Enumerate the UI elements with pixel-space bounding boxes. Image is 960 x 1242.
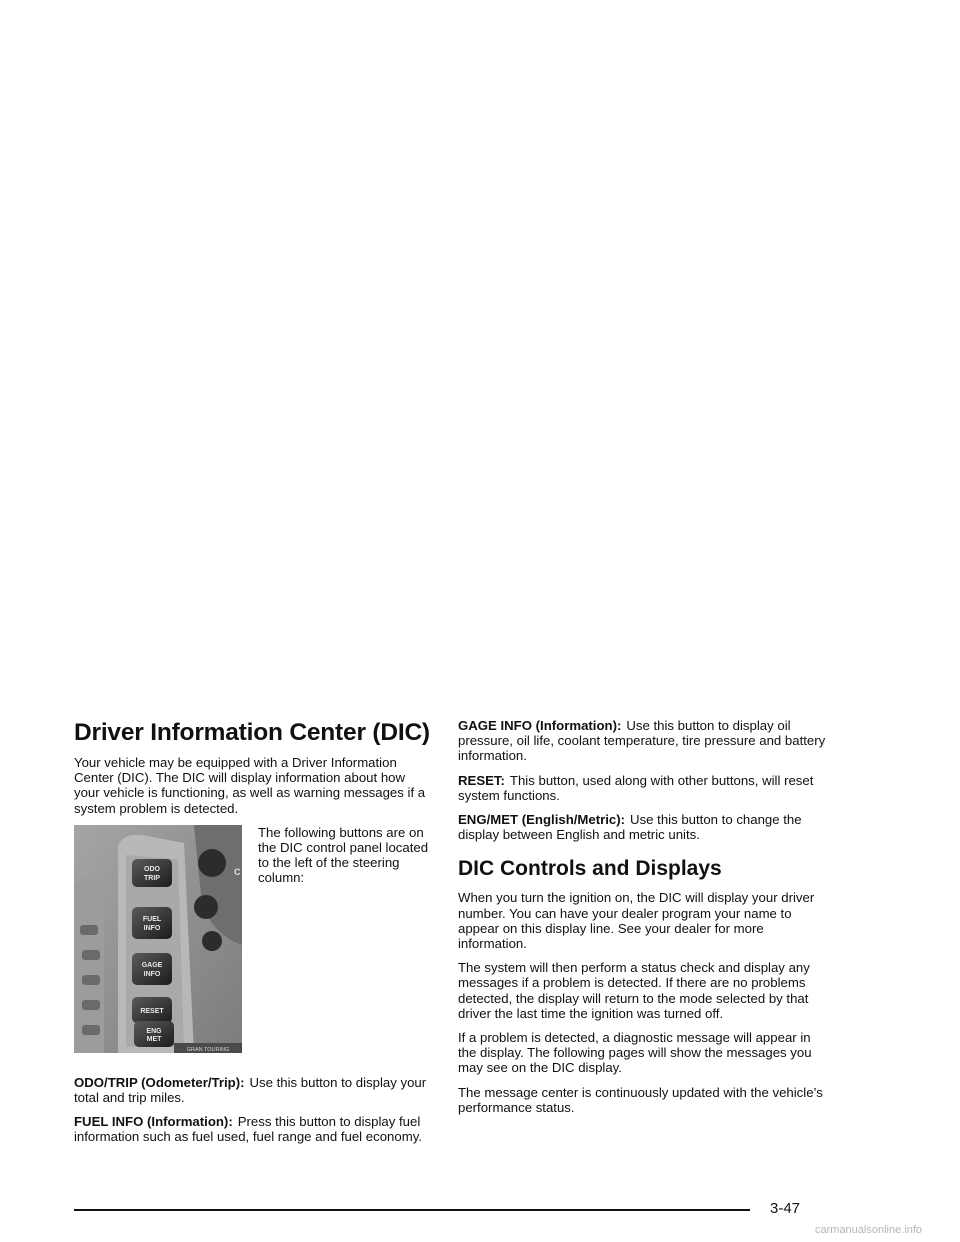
reset-label: RESET: [458, 772, 505, 788]
dic-panel-illustration [74, 825, 242, 1053]
reset-paragraph [458, 773, 826, 803]
figure-block [74, 825, 434, 1053]
fuel-info-text: Press this button to display fuel information such as fuel used, fuel range and fuel economy. [74, 1114, 422, 1145]
fuel-info-paragraph [74, 1114, 434, 1144]
odo-trip-text: Use this button to display your total and trip miles. [74, 1074, 427, 1106]
gage-info-text: Use this button to display oil pressure, oil life, coolant temperature, tire pressure and battery information. [458, 718, 826, 764]
fuel-info-button-label: FUEL [142, 915, 162, 923]
page-number: 3-47 [770, 1200, 801, 1217]
reset-text: This button, used along with other buttons, will reset system functions. [458, 772, 814, 803]
watermark: carmanualsonline.info [815, 1224, 923, 1236]
eng-met-button-label-2: MET [146, 1035, 162, 1043]
left-column [74, 718, 434, 1154]
gran-touring-label: GRAN TOURING [186, 1046, 230, 1053]
odo-trip-paragraph [74, 1075, 434, 1105]
gage-info-paragraph [458, 718, 826, 764]
eng-met-paragraph [458, 812, 826, 842]
odo-trip-button-label: ODO [144, 865, 160, 873]
controls-paragraph-2: The system will then perform a status check and display any messages if a problem is detected. If there are no problems detected, the display will return to the mode selected by that driver the last time the ignition was turned off. [458, 960, 810, 1021]
gage-info-label: GAGE INFO (Information): [458, 718, 622, 733]
reset-button-label: RESET [140, 1007, 164, 1015]
dic-control-panel-photo [74, 825, 242, 1053]
intro-paragraph: Your vehicle may be equipped with a Driver Information Center (DIC). The DIC will display information about how your vehicle is functioning, as well as warning messages if a system problem is detected. [74, 755, 426, 816]
odo-trip-button-label-2: TRIP [144, 874, 160, 882]
controls-paragraph-4: The message center is continuously updated with the vehicle’s performance status. [458, 1084, 823, 1115]
eng-met-text: Use this button to change the display between English and metric units. [458, 812, 802, 843]
fuel-info-label: FUEL INFO (Information): [74, 1114, 233, 1130]
fuel-info-button-label-2: INFO [143, 924, 161, 932]
gauge-letter-c: C [234, 866, 241, 877]
eng-met-label: ENG/MET (English/Metric): [458, 812, 626, 828]
subsection-heading: DIC Controls and Displays [458, 857, 722, 881]
section-heading: Driver Information Center (DIC) [74, 719, 430, 746]
eng-met-button-label: ENG [146, 1027, 162, 1035]
gage-info-button-label-2: INFO [143, 970, 161, 978]
figure-caption: The following buttons are on the DIC control panel located to the left of the steering column: [258, 824, 429, 886]
footer-rule [74, 1209, 750, 1211]
controls-paragraph-1: When you turn the ignition on, the DIC will display your driver number. You can have your dealer program your name to appear on this display line. See your dealer for more information. [458, 890, 815, 952]
right-column [458, 718, 826, 1124]
odo-trip-label: ODO/TRIP (Odometer/Trip): [74, 1074, 245, 1090]
gage-info-button-label: GAGE [141, 961, 163, 969]
controls-paragraph-3: If a problem is detected, a diagnostic message will appear in the display. The following pages will show the messages you may see on the DIC display. [458, 1030, 812, 1076]
